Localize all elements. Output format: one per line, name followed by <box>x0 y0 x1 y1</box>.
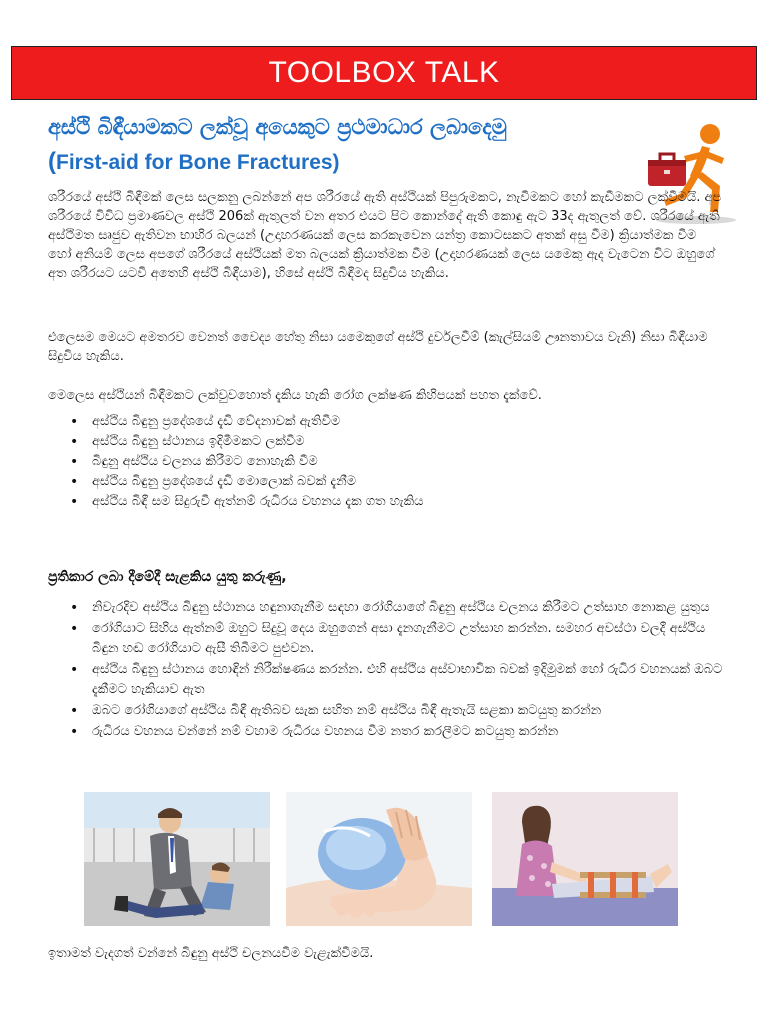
first-aid-list <box>48 598 723 743</box>
english-title-text: First-aid for Bone Fractures) <box>56 151 340 174</box>
symptoms-intro-paragraph: මෙලෙස අස්ථියන් බිඳීමකට ලක්වුවහොත් දැකිය හැකි රෝග ලක්ෂණ කිහිපයක් පහත දැක්වේ. <box>48 388 542 403</box>
symptoms-list <box>48 412 723 512</box>
list-item: • අස්ථිය බිඳී සම සිදුරුවී ඇත්නම් රුධිරය වහනය දැක ගත හැකිය <box>48 492 723 512</box>
toolbox-icon <box>648 154 686 186</box>
medical-causes-paragraph: එලෙසම මෙයට අමතරව වෙනත් වෛද්‍ය හේතු නිසා යමෙකුගේ අස්ථි දුර්වලවීම් (කැල්සියම් ඌනතාවය වැනි) නිසා බිඳීයාම සිදුවිය හැකිය. <box>48 330 708 364</box>
splinted-leg-image <box>492 792 678 926</box>
list-item: • රෝගියාට සිහිය ඇත්නම් ඔහුට සිදුවූ දෙය ඔහුගෙන් අසා දැනගැනීමට උත්සාහ කරන්න. සමහර අවස්ථා වලදී අස්ථිය බිඳුන හඬ රෝගියාට ඇසී තිබීමට පුළුවන. <box>48 619 723 659</box>
list-item: • නිවැරදිව අස්ථිය බිඳුනු ස්ථානය හඳුනාගැනීම සඳහා රෝගියාගේ බිඳුනු අස්ථිය චලනය කිරීමට උත්සාහ නොකළ යුතුය <box>48 598 723 618</box>
helping-injured-person-image <box>84 792 270 926</box>
list-item: • අස්ථිය බිඳුනු ප්‍රදේශයේ දැඩි වේදනාවක් ඇතිවීම <box>48 412 723 432</box>
title-open-paren: ( <box>48 148 56 175</box>
intro-paragraph: ශරීරයේ අස්ථි බිඳීමක් ලෙස සලකනු ලබන්නේ අප ශරීරයේ ඇති අස්ථියක් පිපුරුමකට, නැවීමකට හෝ කැඩීමකට ලක්වීමයි. අප ශරීරයේ විවිධ ප්‍රමාණවල අස්ථි 206ක් ඇතුලත් වන අතර එයට පිට කොන්දේ ඇති කොඳු ඇට 33ද ඇතුලත් වේ. ශරීරයේ ඇති අස්ථිමත සෘජුව ඇතිවන භාහිර බලයන් (උදාහරණයක් ලෙස කරකැවෙන යන්ත්‍ර කොටසකට අතක් අසු වීම) ක්‍රියාත්මක වීම හෝ අනියම් ලෙස අපගේ ශරීරයේ අස්ථියක් මත බලයක් ක්‍රියාත්මක වීම (උදාහරණයක් ලෙස යමෙකු ඇද වැටෙන විට ඔහුගේ අත ශරීරයට යටවී අතෙහි අස්ථි බිඳීයාම), හිසේ අස්ථි බිඳීමද සිදුවිය හැකිය. <box>48 190 722 281</box>
list-item: • අස්ථිය බිඳුනු ප්‍රදේශයේ දැඩි මොලොක් බවක් දැනීම <box>48 472 723 492</box>
final-note: ඉතාමත් වැදගත් වන්නේ බිඳුනු අස්ථි චලනයවීම වැළැක්වීමයි. <box>48 946 374 961</box>
banner-title: TOOLBOX TALK <box>268 56 500 89</box>
first-aid-heading: ප්‍රතිකාර ලබා දීමේදී සැළකිය යුතු කරුණු, <box>48 569 287 585</box>
list-item: • බිඳුනු අස්ථිය චලනය කිරීමට නොහැකි වීම <box>48 452 723 472</box>
list-item: • අස්ථිය බිඳුනු ස්ථානය ඉදිමීමකට ලක්වීම <box>48 432 723 452</box>
ice-pack-on-foot-image <box>286 792 472 926</box>
sinhala-title: අස්ථි බිඳීයාමකට ලක්වූ අයෙකුට ප්‍රථමාධාර ලබාදෙමු <box>48 115 507 139</box>
list-item: • රුධිරය වහනය වන්නේ නම් වහාම රුධිරය වහනය වීම නතර කරලීමට කටයුතු කරන්න <box>48 722 723 742</box>
toolbox-talk-banner <box>11 46 757 100</box>
list-item: • අස්ථිය බිඳුනු ස්ථානය හොඳින් නිරීක්ෂණය කරන්න. එහි අස්ථිය අස්වාභාවික බවක් ඉදිමුමක් හෝ රුධිර වහනයක් ඔබට දැකීමට හැකියාව ඇත <box>48 660 723 700</box>
list-item: • ඔබට රෝගියාගේ අස්ථිය බිඳී ඇතිබව සැක සහිත නම් අස්ථිය බිඳී ඇතැයි සළකා කටයුතු කරන්න <box>48 701 723 721</box>
english-title <box>48 148 340 176</box>
